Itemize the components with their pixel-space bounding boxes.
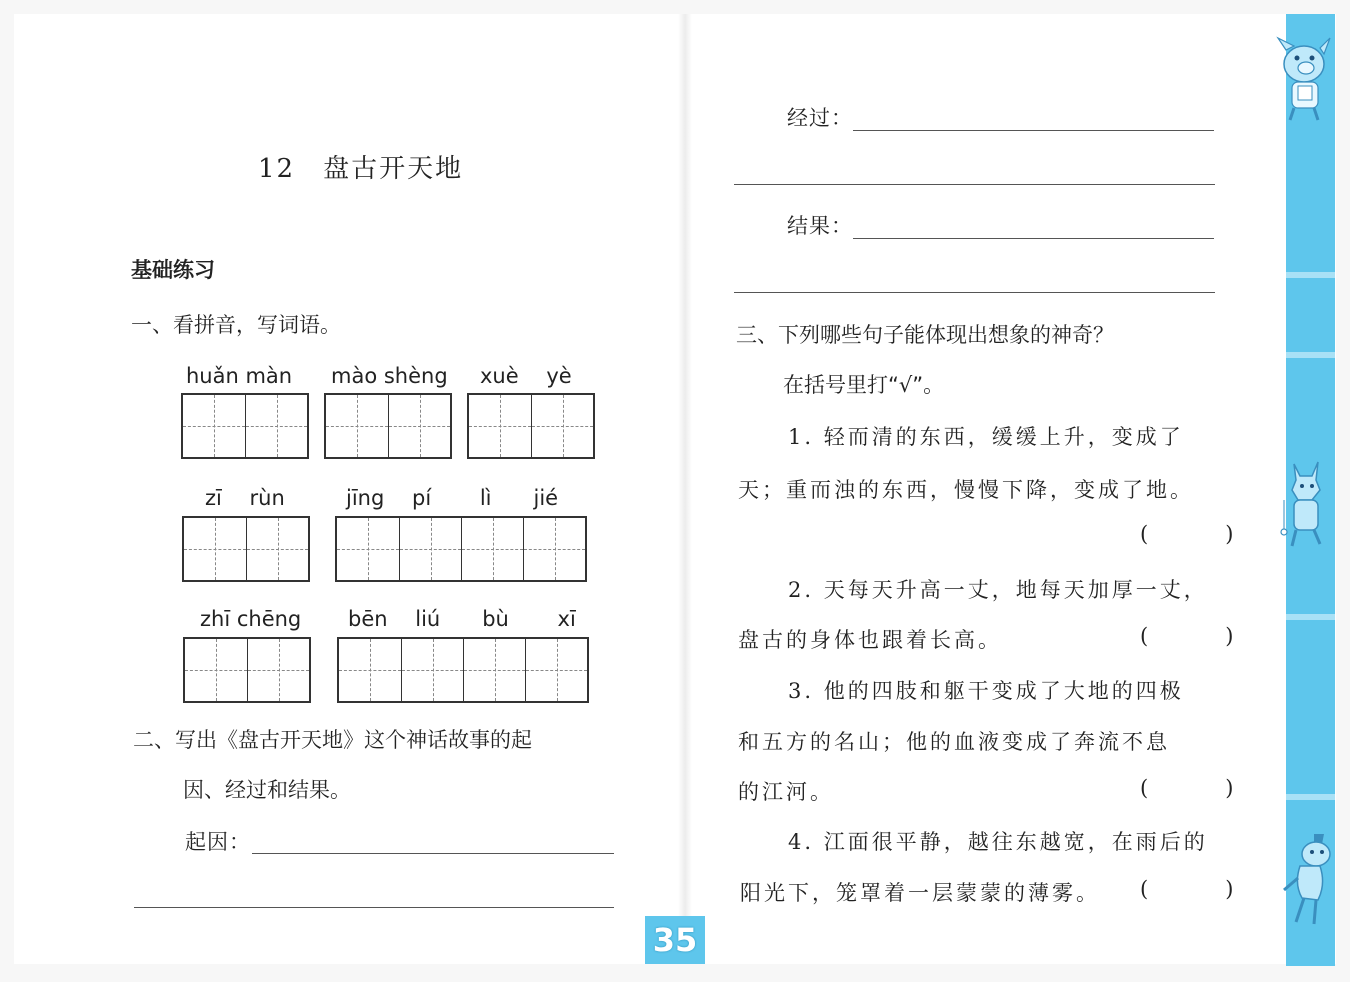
result-answer-line-2[interactable] — [734, 292, 1215, 293]
writing-cell[interactable] — [337, 518, 399, 580]
process-label: 经过： — [787, 106, 853, 130]
question-2-prompt-line2: 因、经过和结果。 — [183, 778, 351, 802]
cause-answer-line[interactable] — [252, 853, 614, 854]
option-3-line3: 的江河。 — [738, 780, 834, 804]
mascot-dog-bottom-icon — [1274, 828, 1338, 928]
pinyin-label: huǎn màn — [186, 364, 293, 388]
pinyin-label: mào shèng — [331, 364, 448, 388]
option-4-line2: 阳光下，笼罩着一层蒙蒙的薄雾。 — [740, 881, 1100, 905]
writing-cell[interactable] — [388, 395, 450, 457]
writing-grid — [335, 516, 587, 582]
sidebar-band — [1286, 352, 1335, 358]
question-2-prompt-line1: 二、写出《盘古开天地》这个神话故事的起 — [133, 728, 532, 752]
writing-cell[interactable] — [339, 639, 401, 701]
writing-cell[interactable] — [183, 395, 245, 457]
writing-cell[interactable] — [525, 639, 587, 701]
option-2-line1: 2. 天每天升高一丈，地每天加厚一丈， — [788, 578, 1208, 602]
option-3-answer-paren[interactable]: ( ) — [1140, 776, 1262, 800]
option-2-answer-paren[interactable]: ( ) — [1140, 624, 1262, 648]
option-2-line2: 盘古的身体也跟着长高。 — [738, 628, 1002, 652]
writing-cell[interactable] — [245, 395, 307, 457]
pinyin-label: jīng pí lì jié — [346, 486, 559, 510]
question-3-prompt-line2: 在括号里打“√”。 — [783, 373, 945, 397]
option-4-answer-paren[interactable]: ( ) — [1140, 877, 1262, 901]
option-3-line2: 和五方的名山；他的血液变成了奔流不息 — [738, 730, 1170, 754]
writing-cell[interactable] — [469, 395, 531, 457]
process-answer-line-2[interactable] — [734, 184, 1215, 185]
writing-grid — [182, 516, 310, 582]
question-3-prompt-line1: 三、下列哪些句子能体现出想象的神奇？ — [736, 323, 1114, 347]
cause-label: 起因： — [185, 830, 251, 854]
pinyin-label: zhī chēng — [200, 607, 302, 631]
option-1-line1: 1. 轻而清的东西，缓缓上升，变成了 — [788, 425, 1184, 449]
question-1-prompt: 一、看拼音，写词语。 — [131, 313, 341, 337]
mascot-dog-yoyo-icon — [1272, 456, 1338, 552]
writing-cell[interactable] — [246, 518, 308, 580]
section-heading: 基础练习 — [131, 258, 215, 282]
writing-grid — [181, 393, 309, 459]
writing-cell[interactable] — [401, 639, 463, 701]
result-label: 结果： — [787, 214, 853, 238]
mascot-pig-icon — [1268, 34, 1338, 124]
sidebar-band — [1286, 614, 1335, 620]
writing-cell[interactable] — [184, 518, 246, 580]
writing-grid — [183, 637, 311, 703]
pinyin-label: xuè yè — [480, 364, 572, 388]
book-gutter — [678, 14, 692, 964]
writing-cell[interactable] — [523, 518, 585, 580]
page-number: 35 — [645, 916, 705, 964]
option-4-line1: 4. 江面很平静，越往东越宽，在雨后的 — [788, 830, 1208, 854]
option-1-answer-paren[interactable]: ( ) — [1140, 522, 1262, 546]
writing-cell[interactable] — [463, 639, 525, 701]
writing-grid — [467, 393, 595, 459]
result-answer-line[interactable] — [853, 238, 1214, 239]
lesson-title: 12 盘古开天地 — [258, 154, 464, 184]
sidebar-band — [1286, 272, 1335, 278]
option-3-line1: 3. 他的四肢和躯干变成了大地的四极 — [788, 679, 1184, 703]
writing-cell[interactable] — [399, 518, 461, 580]
writing-cell[interactable] — [531, 395, 593, 457]
process-answer-line[interactable] — [853, 130, 1214, 131]
writing-cell[interactable] — [247, 639, 309, 701]
writing-grid — [337, 637, 589, 703]
writing-cell[interactable] — [461, 518, 523, 580]
writing-grid — [324, 393, 452, 459]
option-1-line2: 天；重而浊的东西，慢慢下降，变成了地。 — [738, 478, 1194, 502]
pinyin-label: zī rùn — [205, 486, 285, 510]
sidebar-band — [1286, 794, 1335, 800]
pinyin-label: bēn liú bù xī — [348, 607, 576, 631]
writing-cell[interactable] — [326, 395, 388, 457]
cause-answer-line-2[interactable] — [134, 907, 614, 908]
writing-cell[interactable] — [185, 639, 247, 701]
